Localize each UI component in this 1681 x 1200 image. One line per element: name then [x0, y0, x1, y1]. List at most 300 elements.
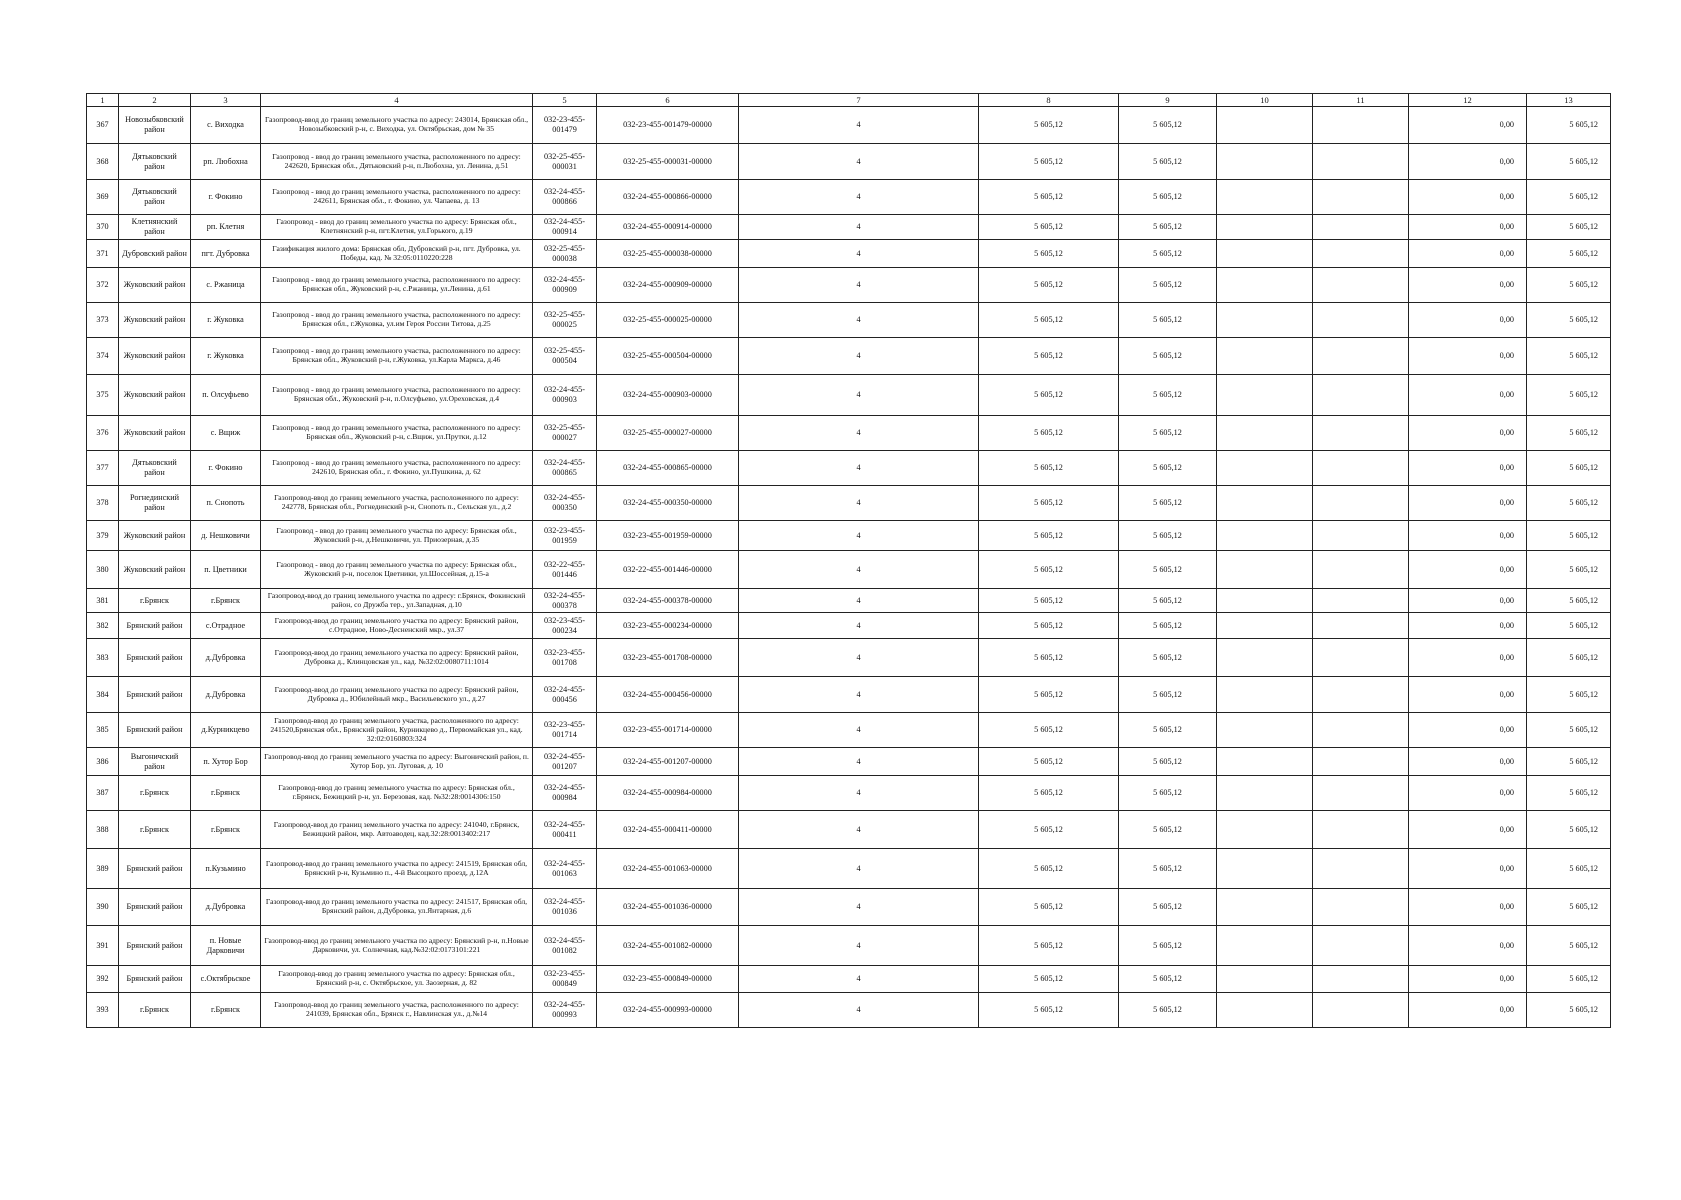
cell-code: 032-24-455-001207 — [533, 748, 597, 776]
cell-c9: 5 605,12 — [1119, 811, 1217, 849]
cell-c13: 5 605,12 — [1527, 486, 1611, 521]
cell-c10 — [1217, 107, 1313, 144]
cell-id: 032-23-455-000849-00000 — [597, 966, 739, 993]
cell-locality: п. Олсуфьево — [191, 375, 261, 416]
column-header-1: 1 — [87, 94, 119, 107]
cell-c11 — [1313, 144, 1409, 180]
cell-c7: 4 — [739, 486, 979, 521]
cell-locality: пгт. Дубровка — [191, 240, 261, 268]
table-row — [87, 748, 1611, 776]
cell-c7: 4 — [739, 451, 979, 486]
cell-c12: 0,00 — [1409, 486, 1527, 521]
cell-c8: 5 605,12 — [979, 107, 1119, 144]
cell-c12: 0,00 — [1409, 338, 1527, 375]
cell-district: Новозыбковский район — [119, 107, 191, 144]
cell-c11 — [1313, 521, 1409, 551]
cell-c13: 5 605,12 — [1527, 639, 1611, 677]
table-row — [87, 776, 1611, 811]
cell-c10 — [1217, 416, 1313, 451]
cell-c13: 5 605,12 — [1527, 613, 1611, 639]
cell-id: 032-23-455-000234-00000 — [597, 613, 739, 639]
cell-c7: 4 — [739, 551, 979, 589]
cell-locality: д.Дубровка — [191, 639, 261, 677]
cell-c11 — [1313, 375, 1409, 416]
table-row — [87, 240, 1611, 268]
cell-id: 032-23-455-001714-00000 — [597, 713, 739, 748]
cell-c13: 5 605,12 — [1527, 107, 1611, 144]
cell-locality: г. Фокино — [191, 180, 261, 215]
cell-address: Газопровод-ввод до границ земельного участка по адресу: 243014, Брянская обл., Новозыбковский р-н, с. Виходка, ул. Октябрьская, дом № 35 — [261, 107, 533, 144]
cell-c9: 5 605,12 — [1119, 713, 1217, 748]
cell-c10 — [1217, 268, 1313, 303]
cell-id: 032-24-455-000909-00000 — [597, 268, 739, 303]
cell-c10 — [1217, 677, 1313, 713]
cell-c11 — [1313, 551, 1409, 589]
cell-address: Газопровод - ввод до границ земельного участка, расположенного по адресу: 242611, Брянская обл., г. Фокино, ул. Чапаева, д. 13 — [261, 180, 533, 215]
cell-c12: 0,00 — [1409, 268, 1527, 303]
cell-c13: 5 605,12 — [1527, 551, 1611, 589]
cell-c12: 0,00 — [1409, 713, 1527, 748]
table-row — [87, 107, 1611, 144]
column-header-11: 11 — [1313, 94, 1409, 107]
cell-c11 — [1313, 240, 1409, 268]
table-body — [87, 107, 1611, 1028]
cell-n: 386 — [87, 748, 119, 776]
cell-c7: 4 — [739, 589, 979, 613]
cell-id: 032-24-455-000984-00000 — [597, 776, 739, 811]
cell-address: Газопровод-ввод до границ земельного участка, расположенного по адресу: 241520,Брянская обл., Брянский район, Курникцево д., Первомайская ул., кад. 32:02:0160803:324 — [261, 713, 533, 748]
cell-n: 371 — [87, 240, 119, 268]
cell-c8: 5 605,12 — [979, 993, 1119, 1028]
table-row — [87, 416, 1611, 451]
cell-c9: 5 605,12 — [1119, 215, 1217, 240]
cell-n: 392 — [87, 966, 119, 993]
cell-district: Жуковский район — [119, 268, 191, 303]
table-row — [87, 889, 1611, 926]
cell-c9: 5 605,12 — [1119, 521, 1217, 551]
cell-c8: 5 605,12 — [979, 268, 1119, 303]
column-header-13: 13 — [1527, 94, 1611, 107]
cell-locality: рп. Любохна — [191, 144, 261, 180]
cell-id: 032-24-455-000378-00000 — [597, 589, 739, 613]
cell-c12: 0,00 — [1409, 966, 1527, 993]
cell-district: г.Брянск — [119, 776, 191, 811]
cell-c10 — [1217, 180, 1313, 215]
cell-district: Брянский район — [119, 926, 191, 966]
cell-code: 032-25-455-000031 — [533, 144, 597, 180]
cell-c13: 5 605,12 — [1527, 240, 1611, 268]
cell-code: 032-23-455-001708 — [533, 639, 597, 677]
cell-c11 — [1313, 713, 1409, 748]
cell-id: 032-24-455-000914-00000 — [597, 215, 739, 240]
cell-c8: 5 605,12 — [979, 180, 1119, 215]
cell-c10 — [1217, 240, 1313, 268]
cell-c10 — [1217, 451, 1313, 486]
cell-id: 032-24-455-000456-00000 — [597, 677, 739, 713]
cell-code: 032-24-455-000411 — [533, 811, 597, 849]
cell-locality: г.Брянск — [191, 589, 261, 613]
cell-c11 — [1313, 889, 1409, 926]
cell-c11 — [1313, 613, 1409, 639]
table-row — [87, 375, 1611, 416]
cell-c7: 4 — [739, 215, 979, 240]
cell-c13: 5 605,12 — [1527, 966, 1611, 993]
cell-id: 032-23-455-001708-00000 — [597, 639, 739, 677]
cell-c9: 5 605,12 — [1119, 451, 1217, 486]
cell-c9: 5 605,12 — [1119, 107, 1217, 144]
cell-c11 — [1313, 993, 1409, 1028]
cell-c11 — [1313, 966, 1409, 993]
cell-district: Жуковский район — [119, 521, 191, 551]
cell-c10 — [1217, 589, 1313, 613]
cell-c13: 5 605,12 — [1527, 375, 1611, 416]
cell-c11 — [1313, 776, 1409, 811]
cell-c8: 5 605,12 — [979, 966, 1119, 993]
cell-c11 — [1313, 811, 1409, 849]
cell-c12: 0,00 — [1409, 849, 1527, 889]
cell-c11 — [1313, 451, 1409, 486]
cell-c7: 4 — [739, 303, 979, 338]
cell-address: Газопровод - ввод до границ земельного участка по адресу: Брянская обл., Жуковский р-н, д.Нешковичи, ул. Приозерная, д.35 — [261, 521, 533, 551]
cell-code: 032-23-455-000849 — [533, 966, 597, 993]
cell-n: 389 — [87, 849, 119, 889]
cell-id: 032-23-455-001959-00000 — [597, 521, 739, 551]
cell-address: Газопровод - ввод до границ земельного участка, расположенного по адресу: Брянская обл., Жуковский р-н, п.Олсуфьево, ул.Ореховская, д.4 — [261, 375, 533, 416]
cell-c7: 4 — [739, 107, 979, 144]
cell-c9: 5 605,12 — [1119, 613, 1217, 639]
cell-locality: с.Отрадное — [191, 613, 261, 639]
cell-c9: 5 605,12 — [1119, 966, 1217, 993]
cell-c13: 5 605,12 — [1527, 589, 1611, 613]
cell-c13: 5 605,12 — [1527, 180, 1611, 215]
cell-c8: 5 605,12 — [979, 748, 1119, 776]
cell-c10 — [1217, 713, 1313, 748]
cell-c7: 4 — [739, 639, 979, 677]
cell-c9: 5 605,12 — [1119, 180, 1217, 215]
cell-c7: 4 — [739, 776, 979, 811]
cell-locality: д.Дубровка — [191, 677, 261, 713]
cell-c11 — [1313, 589, 1409, 613]
cell-c9: 5 605,12 — [1119, 677, 1217, 713]
cell-n: 388 — [87, 811, 119, 849]
cell-c11 — [1313, 486, 1409, 521]
cell-locality: п. Новые Дарковичи — [191, 926, 261, 966]
cell-id: 032-24-455-000865-00000 — [597, 451, 739, 486]
cell-address: Газопровод-ввод до границ земельного участка по адресу: 241519, Брянская обл, Брянский р-н, Кузьмино п., 4-й Высоцкого проезд, д.12А — [261, 849, 533, 889]
cell-district: Дятьковский район — [119, 451, 191, 486]
cell-n: 379 — [87, 521, 119, 551]
table-row — [87, 677, 1611, 713]
cell-c8: 5 605,12 — [979, 338, 1119, 375]
cell-c7: 4 — [739, 811, 979, 849]
cell-c13: 5 605,12 — [1527, 521, 1611, 551]
cell-address: Газопровод-ввод до границ земельного участка по адресу: Брянский р-н, п.Новые Дарковичи, ул. Солнечная, кад.№32:02:0173101:221 — [261, 926, 533, 966]
cell-c10 — [1217, 215, 1313, 240]
cell-c7: 4 — [739, 338, 979, 375]
cell-c12: 0,00 — [1409, 613, 1527, 639]
cell-id: 032-25-455-000031-00000 — [597, 144, 739, 180]
cell-n: 390 — [87, 889, 119, 926]
table-row — [87, 486, 1611, 521]
cell-c10 — [1217, 776, 1313, 811]
cell-n: 378 — [87, 486, 119, 521]
cell-locality: г.Брянск — [191, 811, 261, 849]
table-row — [87, 849, 1611, 889]
cell-locality: с. Ржаница — [191, 268, 261, 303]
cell-id: 032-25-455-000038-00000 — [597, 240, 739, 268]
cell-district: Дятьковский район — [119, 180, 191, 215]
cell-district: Выгоничский район — [119, 748, 191, 776]
cell-address: Газопровод-ввод до границ земельного участка, расположенного по адресу: 242778, Брянская обл., Рогнединский р-н, Снопоть п., Сельская ул., д.2 — [261, 486, 533, 521]
cell-c12: 0,00 — [1409, 375, 1527, 416]
cell-code: 032-24-455-000378 — [533, 589, 597, 613]
cell-c11 — [1313, 849, 1409, 889]
cell-c9: 5 605,12 — [1119, 144, 1217, 180]
cell-district: Дятьковский район — [119, 144, 191, 180]
cell-n: 384 — [87, 677, 119, 713]
table-row — [87, 811, 1611, 849]
cell-address: Газопровод - ввод до границ земельного участка по адресу: Брянская обл., Жуковский р-н, поселок Цветники, ул.Шоссейная, д.15-а — [261, 551, 533, 589]
cell-n: 368 — [87, 144, 119, 180]
cell-id: 032-24-455-000350-00000 — [597, 486, 739, 521]
column-header-5: 5 — [533, 94, 597, 107]
cell-n: 373 — [87, 303, 119, 338]
column-header-2: 2 — [119, 94, 191, 107]
cell-n: 377 — [87, 451, 119, 486]
cell-id: 032-23-455-001479-00000 — [597, 107, 739, 144]
cell-locality: с. Виходка — [191, 107, 261, 144]
table-row — [87, 589, 1611, 613]
cell-locality: п. Хутор Бор — [191, 748, 261, 776]
cell-locality: г.Брянск — [191, 993, 261, 1028]
cell-c9: 5 605,12 — [1119, 639, 1217, 677]
cell-address: Газопровод - ввод до границ земельного участка, расположенного по адресу: Брянская обл., Жуковский р-н, с.Вщиж, ул.Прутки, д.12 — [261, 416, 533, 451]
cell-address: Газопровод - ввод до границ земельного участка по адресу: Брянская обл., Клетнянский р-н, пгт.Клетня, ул.Горького, д.19 — [261, 215, 533, 240]
cell-c10 — [1217, 521, 1313, 551]
cell-district: Жуковский район — [119, 416, 191, 451]
cell-c9: 5 605,12 — [1119, 240, 1217, 268]
cell-c7: 4 — [739, 375, 979, 416]
cell-c9: 5 605,12 — [1119, 926, 1217, 966]
cell-address: Газопровод-ввод до границ земельного участка по адресу: Брянский район, Дубровка д., Юбилейный мкр., Васильевского ул., д.27 — [261, 677, 533, 713]
cell-n: 380 — [87, 551, 119, 589]
cell-c7: 4 — [739, 677, 979, 713]
cell-c13: 5 605,12 — [1527, 416, 1611, 451]
cell-locality: п. Снопоть — [191, 486, 261, 521]
cell-locality: д.Курникцево — [191, 713, 261, 748]
cell-c10 — [1217, 551, 1313, 589]
cell-c7: 4 — [739, 713, 979, 748]
cell-code: 032-23-455-000234 — [533, 613, 597, 639]
cell-c9: 5 605,12 — [1119, 338, 1217, 375]
cell-district: Жуковский район — [119, 551, 191, 589]
cell-district: Брянский район — [119, 613, 191, 639]
cell-address: Газопровод-ввод до границ земельного участка по адресу: Брянская обл., Брянский р-н, с. Октябрьское, ул. Заозерная, д. 82 — [261, 966, 533, 993]
cell-code: 032-24-455-000993 — [533, 993, 597, 1028]
cell-district: Жуковский район — [119, 338, 191, 375]
table-row — [87, 144, 1611, 180]
cell-c12: 0,00 — [1409, 748, 1527, 776]
cell-code: 032-24-455-000914 — [533, 215, 597, 240]
table-row — [87, 926, 1611, 966]
table-header — [87, 94, 1611, 107]
cell-c10 — [1217, 926, 1313, 966]
cell-c13: 5 605,12 — [1527, 144, 1611, 180]
cell-c7: 4 — [739, 144, 979, 180]
cell-locality: д.Дубровка — [191, 889, 261, 926]
cell-code: 032-24-455-000866 — [533, 180, 597, 215]
cell-address: Газопровод - ввод до границ земельного участка, расположенного по адресу: Брянская обл., Жуковский р-н, с.Ржаница, ул.Ленина, д.61 — [261, 268, 533, 303]
cell-district: Клетнянский район — [119, 215, 191, 240]
cell-address: Газопровод-ввод до границ земельного участка, расположенного по адресу: 241039, Брянская обл., Брянск г., Навлинская ул., д.№14 — [261, 993, 533, 1028]
cell-c13: 5 605,12 — [1527, 338, 1611, 375]
cell-n: 376 — [87, 416, 119, 451]
cell-locality: д. Нешковичи — [191, 521, 261, 551]
cell-locality: г. Жуковка — [191, 303, 261, 338]
column-header-3: 3 — [191, 94, 261, 107]
cell-address: Газопровод-ввод до границ земельного участка по адресу: 241517, Брянская обл, Брянский район, д.Дубровка, ул.Янтарная, д.6 — [261, 889, 533, 926]
cell-locality: с.Октябрьское — [191, 966, 261, 993]
cell-code: 032-24-455-000456 — [533, 677, 597, 713]
table-row — [87, 303, 1611, 338]
cell-c13: 5 605,12 — [1527, 303, 1611, 338]
cell-c10 — [1217, 889, 1313, 926]
cell-c8: 5 605,12 — [979, 849, 1119, 889]
cell-address: Газопровод-ввод до границ земельного участка по адресу: Выгоничский район, п. Хутор Бор, ул. Луговая, д. 10 — [261, 748, 533, 776]
cell-c12: 0,00 — [1409, 416, 1527, 451]
table-row — [87, 639, 1611, 677]
cell-id: 032-24-455-000903-00000 — [597, 375, 739, 416]
cell-code: 032-23-455-001959 — [533, 521, 597, 551]
cell-c10 — [1217, 639, 1313, 677]
cell-c10 — [1217, 811, 1313, 849]
cell-district: Рогнединский район — [119, 486, 191, 521]
cell-c7: 4 — [739, 889, 979, 926]
cell-c10 — [1217, 375, 1313, 416]
cell-c10 — [1217, 303, 1313, 338]
cell-code: 032-25-455-000025 — [533, 303, 597, 338]
cell-c11 — [1313, 268, 1409, 303]
cell-district: Брянский район — [119, 966, 191, 993]
cell-address: Газопровод - ввод до границ земельного участка, расположенного по адресу: Брянская обл., Жуковский р-н, г.Жуковка, ул.Карла Маркса, д.46 — [261, 338, 533, 375]
cell-c12: 0,00 — [1409, 551, 1527, 589]
column-header-9: 9 — [1119, 94, 1217, 107]
cell-c13: 5 605,12 — [1527, 451, 1611, 486]
registry-table — [86, 93, 1611, 1028]
cell-c8: 5 605,12 — [979, 713, 1119, 748]
header-row — [87, 94, 1611, 107]
table-row — [87, 180, 1611, 215]
cell-c10 — [1217, 966, 1313, 993]
cell-n: 381 — [87, 589, 119, 613]
cell-c10 — [1217, 993, 1313, 1028]
cell-c8: 5 605,12 — [979, 776, 1119, 811]
cell-c7: 4 — [739, 966, 979, 993]
cell-c12: 0,00 — [1409, 677, 1527, 713]
cell-c9: 5 605,12 — [1119, 993, 1217, 1028]
cell-c10 — [1217, 849, 1313, 889]
cell-c13: 5 605,12 — [1527, 748, 1611, 776]
table-row — [87, 268, 1611, 303]
cell-n: 391 — [87, 926, 119, 966]
cell-locality: п. Цветники — [191, 551, 261, 589]
cell-c8: 5 605,12 — [979, 639, 1119, 677]
cell-c7: 4 — [739, 268, 979, 303]
cell-address: Газопровод - ввод до границ земельного участка, расположенного по адресу: Брянская обл., г.Жуковка, ул.им Героя России Титова, д.25 — [261, 303, 533, 338]
cell-district: Брянский район — [119, 889, 191, 926]
cell-code: 032-22-455-001446 — [533, 551, 597, 589]
cell-address: Газопровод-ввод до границ земельного участка по адресу: г.Брянск, Фокинский район, со Дружба тер., ул.Западная, д.10 — [261, 589, 533, 613]
cell-c13: 5 605,12 — [1527, 268, 1611, 303]
cell-code: 032-24-455-001082 — [533, 926, 597, 966]
cell-code: 032-24-455-000903 — [533, 375, 597, 416]
cell-c13: 5 605,12 — [1527, 849, 1611, 889]
cell-c11 — [1313, 180, 1409, 215]
cell-c7: 4 — [739, 521, 979, 551]
cell-c9: 5 605,12 — [1119, 416, 1217, 451]
cell-c8: 5 605,12 — [979, 486, 1119, 521]
cell-c9: 5 605,12 — [1119, 268, 1217, 303]
table-row — [87, 451, 1611, 486]
cell-n: 383 — [87, 639, 119, 677]
cell-n: 393 — [87, 993, 119, 1028]
table-row — [87, 613, 1611, 639]
cell-district: г.Брянск — [119, 589, 191, 613]
cell-c13: 5 605,12 — [1527, 776, 1611, 811]
cell-district: Брянский район — [119, 849, 191, 889]
cell-c8: 5 605,12 — [979, 144, 1119, 180]
cell-c12: 0,00 — [1409, 144, 1527, 180]
cell-c7: 4 — [739, 849, 979, 889]
cell-c12: 0,00 — [1409, 240, 1527, 268]
cell-c7: 4 — [739, 180, 979, 215]
cell-code: 032-24-455-000865 — [533, 451, 597, 486]
cell-district: Брянский район — [119, 677, 191, 713]
cell-c13: 5 605,12 — [1527, 926, 1611, 966]
cell-address: Газопровод-ввод до границ земельного участка по адресу: Брянский район, Дубровка д., Клинцовская ул., кад. №32:02:0080711:1014 — [261, 639, 533, 677]
cell-c12: 0,00 — [1409, 589, 1527, 613]
cell-c8: 5 605,12 — [979, 215, 1119, 240]
cell-c8: 5 605,12 — [979, 451, 1119, 486]
cell-c12: 0,00 — [1409, 811, 1527, 849]
table-row — [87, 713, 1611, 748]
cell-code: 032-24-455-000984 — [533, 776, 597, 811]
cell-id: 032-24-455-001063-00000 — [597, 849, 739, 889]
cell-c10 — [1217, 144, 1313, 180]
table-row — [87, 993, 1611, 1028]
cell-c13: 5 605,12 — [1527, 215, 1611, 240]
table-row — [87, 338, 1611, 375]
cell-c11 — [1313, 677, 1409, 713]
cell-c7: 4 — [739, 993, 979, 1028]
cell-c8: 5 605,12 — [979, 926, 1119, 966]
cell-n: 385 — [87, 713, 119, 748]
cell-locality: г. Жуковка — [191, 338, 261, 375]
table-row — [87, 551, 1611, 589]
column-header-7: 7 — [739, 94, 979, 107]
cell-c12: 0,00 — [1409, 215, 1527, 240]
cell-n: 387 — [87, 776, 119, 811]
cell-address: Газификация жилого дома: Брянская обл, Дубровский р-н, пгт. Дубровка, ул. Победы, кад. № 32:05:0110220:228 — [261, 240, 533, 268]
cell-c7: 4 — [739, 416, 979, 451]
cell-district: Жуковский район — [119, 375, 191, 416]
cell-c13: 5 605,12 — [1527, 713, 1611, 748]
cell-c12: 0,00 — [1409, 776, 1527, 811]
table-row — [87, 966, 1611, 993]
column-header-4: 4 — [261, 94, 533, 107]
column-header-6: 6 — [597, 94, 739, 107]
cell-c11 — [1313, 926, 1409, 966]
